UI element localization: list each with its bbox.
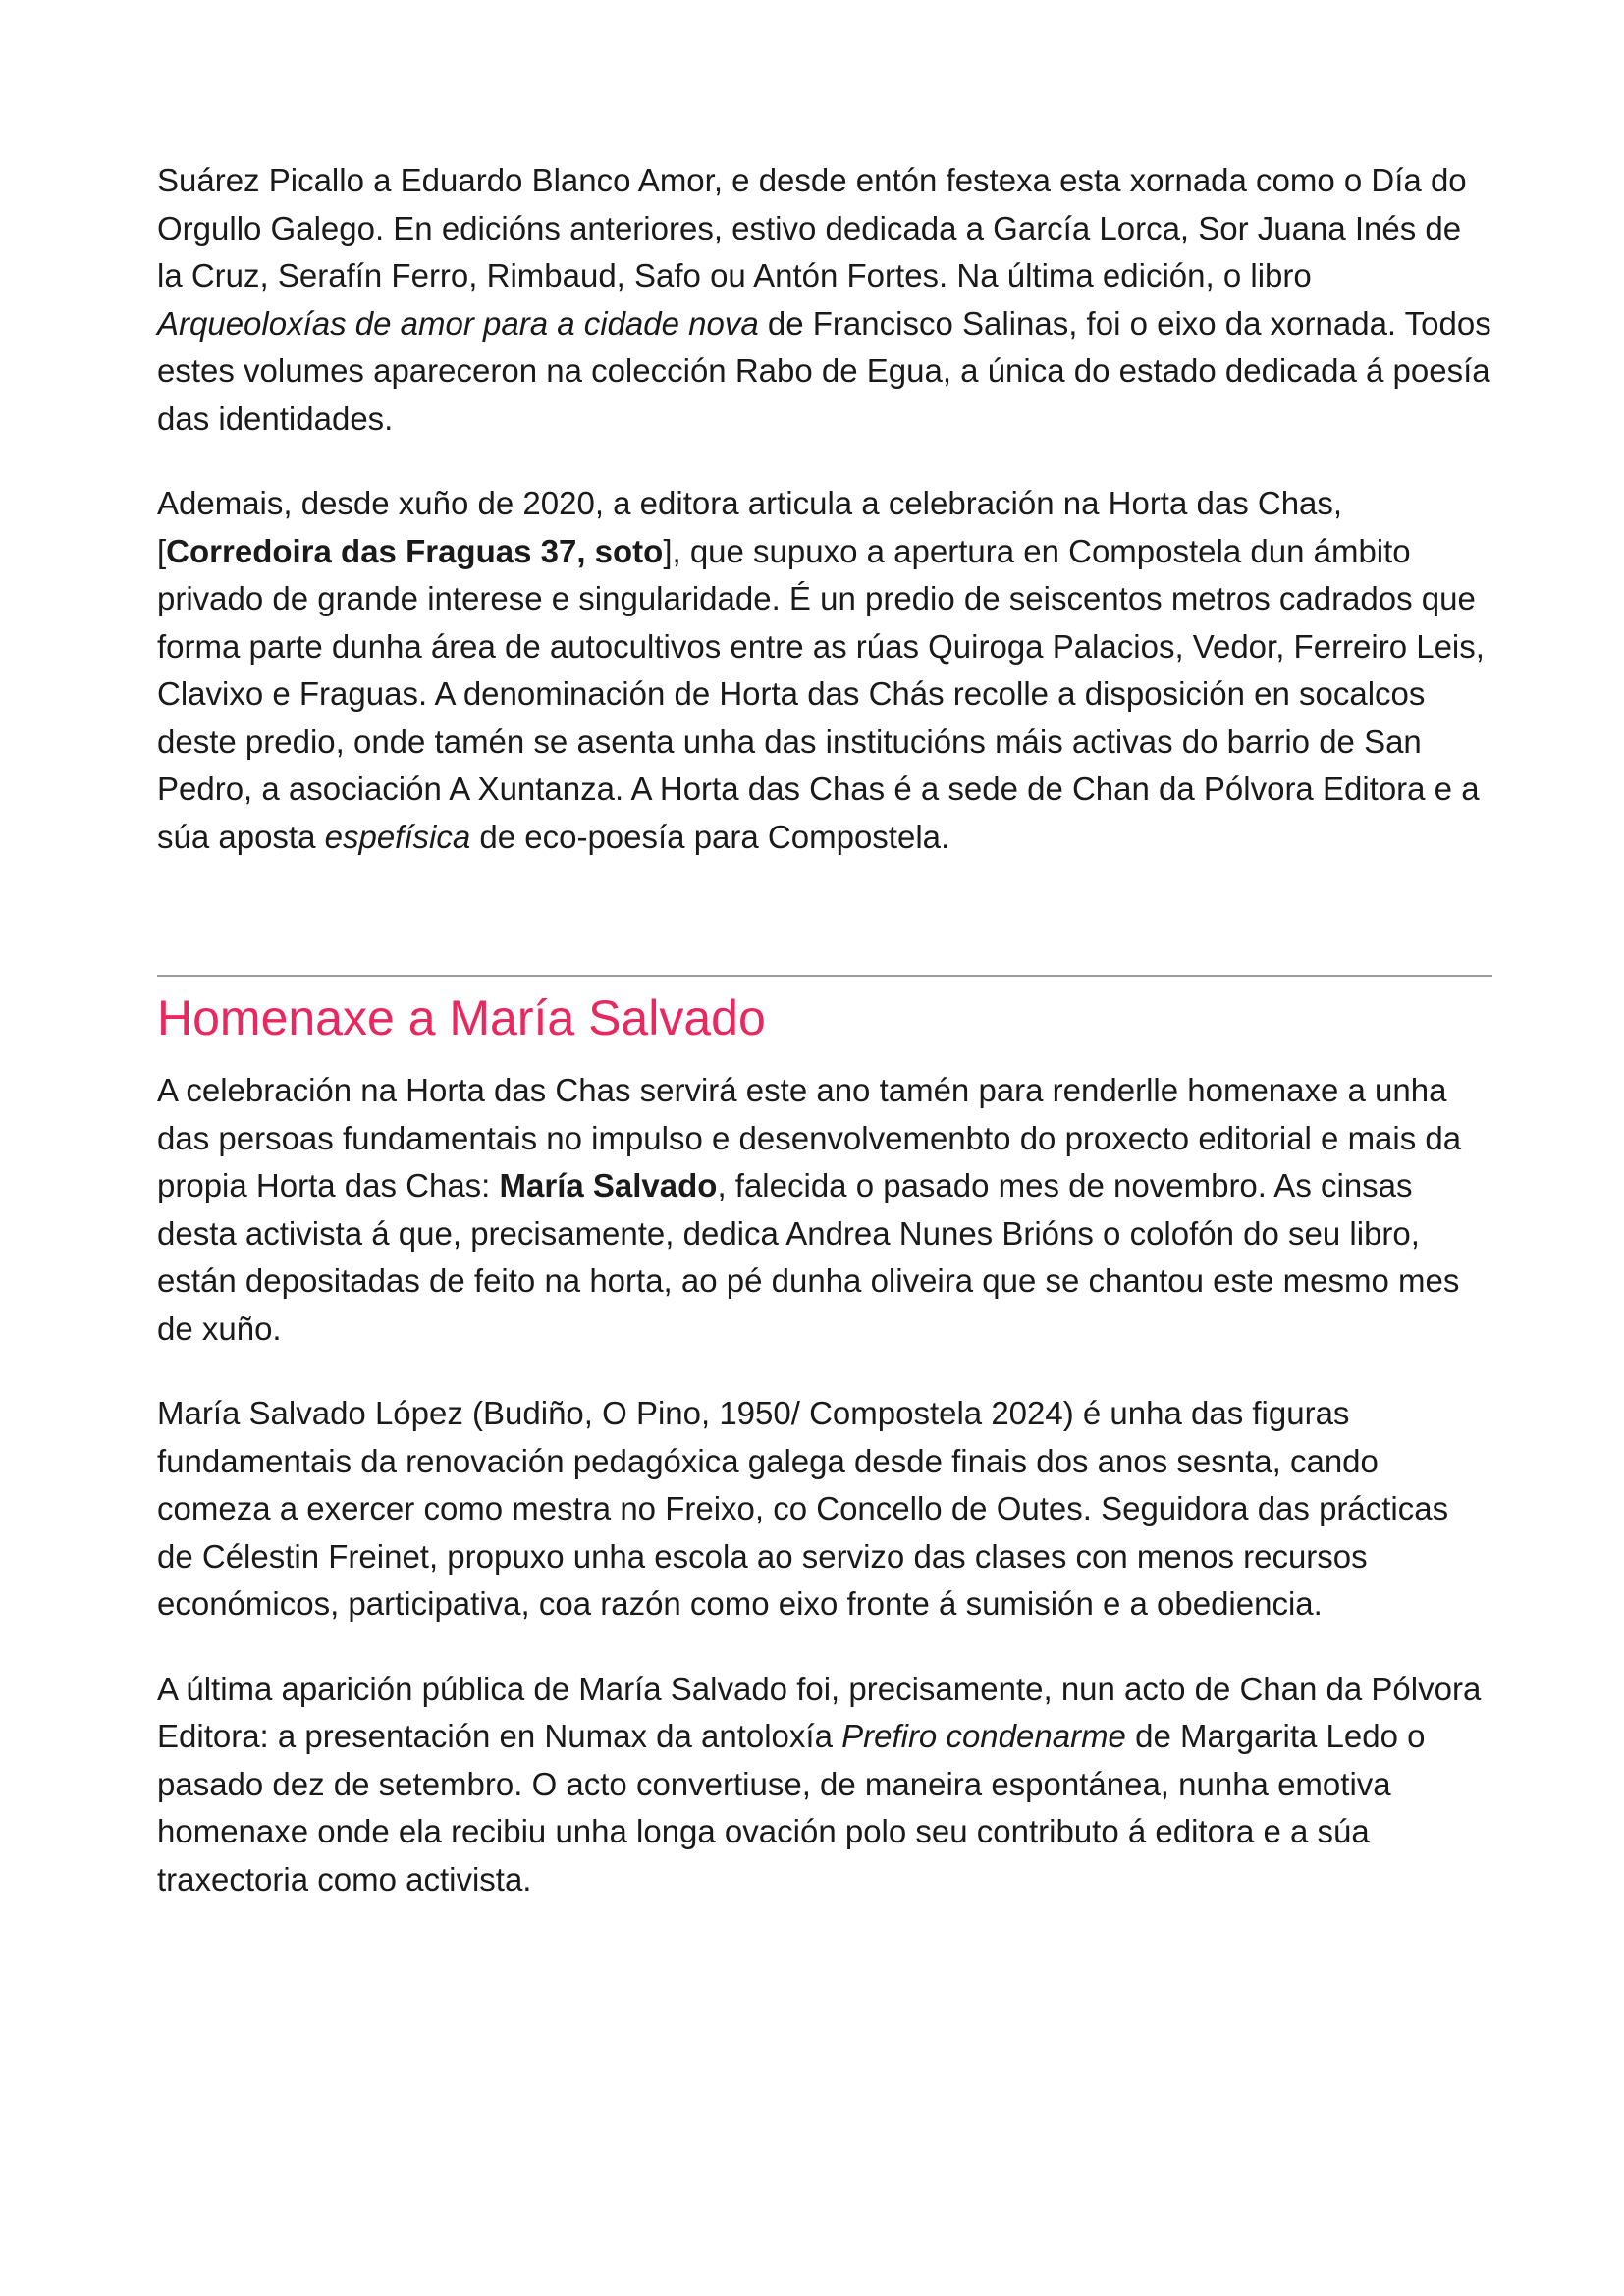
section-heading: Homenaxe a María Salvado xyxy=(157,990,766,1045)
intro-paragraph-2-text: Ademais, desde xuño de 2020, a editora articula a celebración na Horta das Chas, [ xyxy=(157,485,1343,569)
intro-paragraph-1-text-end: de Francisco Salinas, foi o eixo da xornada. Todos estes volumes apareceron na colección Rabo de Egua, a única do estado dedicada á poesía das identidades. xyxy=(157,304,1491,437)
intro-paragraph-2 xyxy=(157,480,1492,861)
section-divider xyxy=(157,975,1492,977)
section-paragraph-3-text-end: de Margarita Ledo o pasado dez de setembro. O acto convertiuse, de maneira espontánea, nunha emotiva homenaxe onde ela recibiu unha longa ovación polo seu contributo á editora e a súa traxectoria como activista. xyxy=(157,1718,1426,1897)
section-paragraph-2: María Salvado López (Budiño, O Pino, 1950/ Compostela 2024) é unha das figuras fundamentais da renovación pedagóxica galega desde finais dos anos sesnta, cando comeza a exercer como mestra no Freixo, co Concello de Outes. Seguidora das prácticas de Célestin Freinet, propuxo unha escola ao servizo das clases con menos recursos económicos, participativa, coa razón como eixo fronte á sumisión e a obediencia. xyxy=(157,1395,1449,1622)
intro-paragraph-1-text: Suárez Picallo a Eduardo Blanco Amor, e desde entón festexa esta xornada como o Día do Orgullo Galego. En edicións anteriores, estivo dedicada a García Lorca, Sor Juana Inés de la Cruz, Serafín Ferro, Rimbaud, Safo ou Antón Fortes. Na última edición, o libro xyxy=(157,162,1467,294)
emphasis-espefisica: espefísica xyxy=(324,818,471,855)
section-paragraph-1 xyxy=(157,1067,1492,1353)
person-name-bold: María Salvado xyxy=(499,1167,718,1203)
document-page xyxy=(157,157,1492,1941)
intro-paragraph-2-text-end: de eco-poesía para Compostela. xyxy=(470,818,950,855)
address-text: Corredoira das Fraguas 37, soto xyxy=(166,532,664,569)
book-title-prefiro: Prefiro condenarme xyxy=(841,1718,1126,1754)
book-title-arqueoloxias: Arqueoloxías de amor para a cidade nova xyxy=(157,304,759,342)
section-paragraph-3-text: A última aparición pública de María Salvado foi, precisamente, nun acto de Chan da Pólvora Editora: a presentación en Numax da antoloxía xyxy=(157,1670,1482,1754)
intro-paragraph-2-text-mid: ], que supuxo a apertura en Compostela dun ámbito privado de grande interese e singularidade. É un predio de seiscentos metros cadrados que forma parte dunha área de autocultivos entre as rúas Quiroga Palacios, Vedor, Ferreiro Leis, Clavixo e Fraguas. A denominación de Horta das Chás recolle a disposición en socalcos deste predio, onde tamén se asenta unha das institucións máis activas do barrio de San Pedro, a asociación A Xuntanza. A Horta das Chas é a sede de Chan da Pólvora Editora e a súa aposta xyxy=(157,532,1485,855)
section-paragraph-3 xyxy=(157,1666,1492,1904)
section-paragraph-1-text: A celebración na Horta das Chas servirá este ano tamén para renderlle homenaxe a unha das persoas fundamentais no impulso e desenvolvemenbto do proxecto editorial e mais da propia Horta das Chas: xyxy=(157,1072,1462,1203)
intro-paragraph-1 xyxy=(157,157,1492,443)
section-paragraph-1-text-end: , falecida o pasado mes de novembro. As cinsas desta activista á que, precisamente, dedica Andrea Nunes Brións o colofón do seu libro, están depositadas de feito na horta, ao pé dunha oliveira que se chantou este mesmo mes de xuño. xyxy=(157,1167,1460,1347)
